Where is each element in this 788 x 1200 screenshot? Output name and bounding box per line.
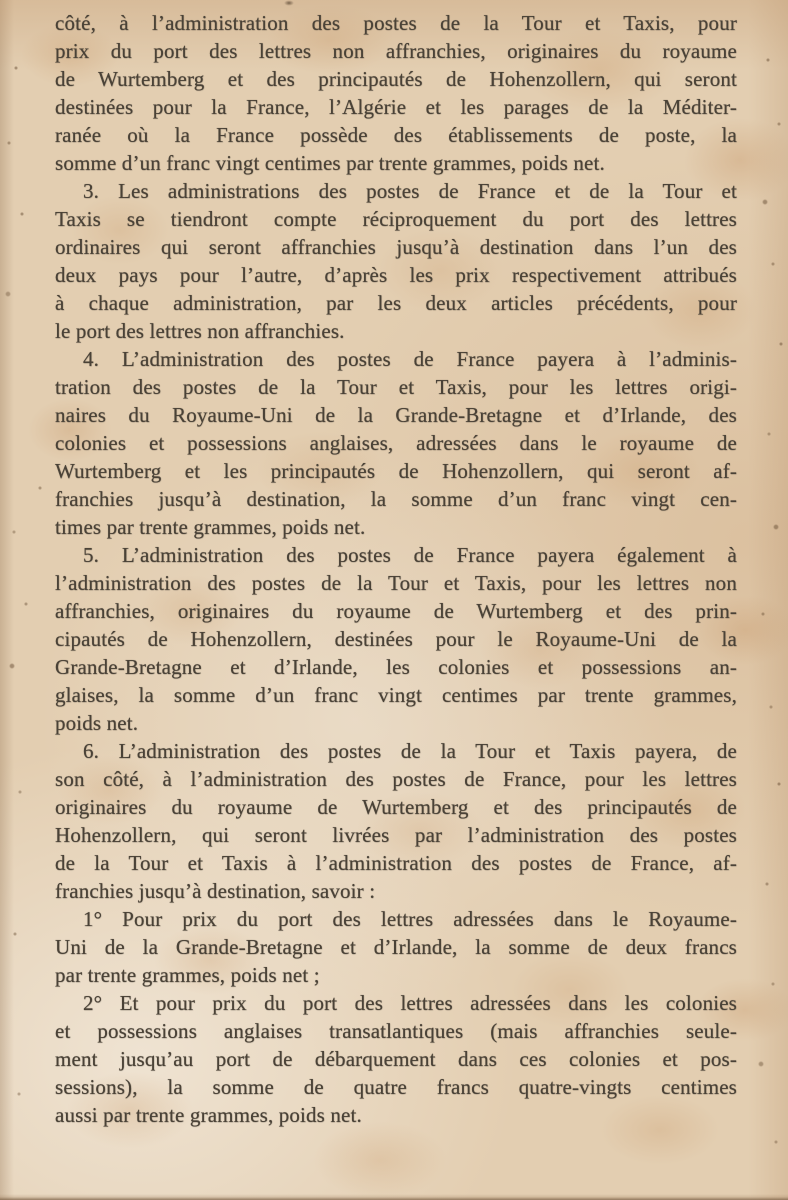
text-line: 1° Pour prix du port des lettres adressées dans le Royaume- [83,907,737,931]
text-line: 3. Les administrations des postes de France et de la Tour et [83,179,737,203]
text-line: originaires du royaume de Wurtemberg et des principautés de [55,795,737,819]
text-line: aussi par trente grammes, poids net. [55,1103,362,1127]
text-line: naires du Royaume-Uni de la Grande-Bretagne et d’Irlande, des [55,403,737,427]
text-line: destinées pour la France, l’Algérie et les parages de la Méditer- [55,95,737,119]
text-line: somme d’un franc vingt centimes par trente grammes, poids net. [55,151,605,175]
text-line: de la Tour et Taxis à l’administration des postes de France, af- [55,851,737,875]
text-line: le port des lettres non affranchies. [55,319,345,343]
text-line: Grande-Bretagne et d’Irlande, les colonies et possessions an- [55,655,737,679]
text-line: ordinaires qui seront affranchies jusqu’à destination dans l’un des [55,235,737,259]
text-line: sessions), la somme de quatre francs quatre-vingts centimes [55,1075,737,1099]
text-line: 4. L’administration des postes de France payera à l’adminis- [83,347,737,371]
text-line: côté, à l’administration des postes de la Tour et Taxis, pour [55,11,737,35]
text-line: de Wurtemberg et des principautés de Hohenzollern, qui seront [55,67,737,91]
text-line: par trente grammes, poids net ; [55,963,320,987]
text-line: deux pays pour l’autre, d’après les prix respectivement attribués [55,263,737,287]
text-line: tration des postes de la Tour et Taxis, pour les lettres origi- [55,375,737,399]
text-line: Uni de la Grande-Bretagne et d’Irlande, la somme de deux francs [55,935,737,959]
text-line: franchies jusqu’à destination, la somme d’un franc vingt cen- [55,487,737,511]
text-line: colonies et possessions anglaises, adressées dans le royaume de [55,431,737,455]
text-line: Hohenzollern, qui seront livrées par l’administration des postes [55,823,737,847]
text-line: franchies jusqu’à destination, savoir : [55,879,376,903]
text-line: 5. L’administration des postes de France payera également à [83,543,737,567]
text-line: 6. L’administration des postes de la Tour et Taxis payera, de [83,739,737,763]
text-line: glaises, la somme d’un franc vingt centimes par trente grammes, [55,683,737,707]
text-line: cipautés de Hohenzollern, destinées pour le Royaume-Uni de la [55,627,737,651]
text-line: prix du port des lettres non affranchies, originaires du royaume [55,39,737,63]
text-line: son côté, à l’administration des postes de France, pour les lettres [55,767,737,791]
text-line: à chaque administration, par les deux articles précédents, pour [55,291,737,315]
text-line: poids net. [55,711,139,735]
text-line: ment jusqu’au port de débarquement dans ces colonies et pos- [55,1047,737,1071]
text-line: ranée où la France possède des établissements de poste, la [55,123,737,147]
text-line: affranchies, originaires du royaume de Wurtemberg et des prin- [55,599,737,623]
text-line: times par trente grammes, poids net. [55,515,366,539]
text-line: Wurtemberg et les principautés de Hohenzollern, qui seront af- [55,459,737,483]
text-line: Taxis se tiendront compte réciproquement du port des lettres [55,207,737,231]
text-line: l’administration des postes de la Tour et Taxis, pour les lettres non [55,571,737,595]
text-line: 2° Et pour prix du port des lettres adressées dans les colonies [83,991,737,1015]
page-text [55,9,737,1129]
text-line: et possessions anglaises transatlantiques (mais affranchies seule- [55,1019,737,1043]
